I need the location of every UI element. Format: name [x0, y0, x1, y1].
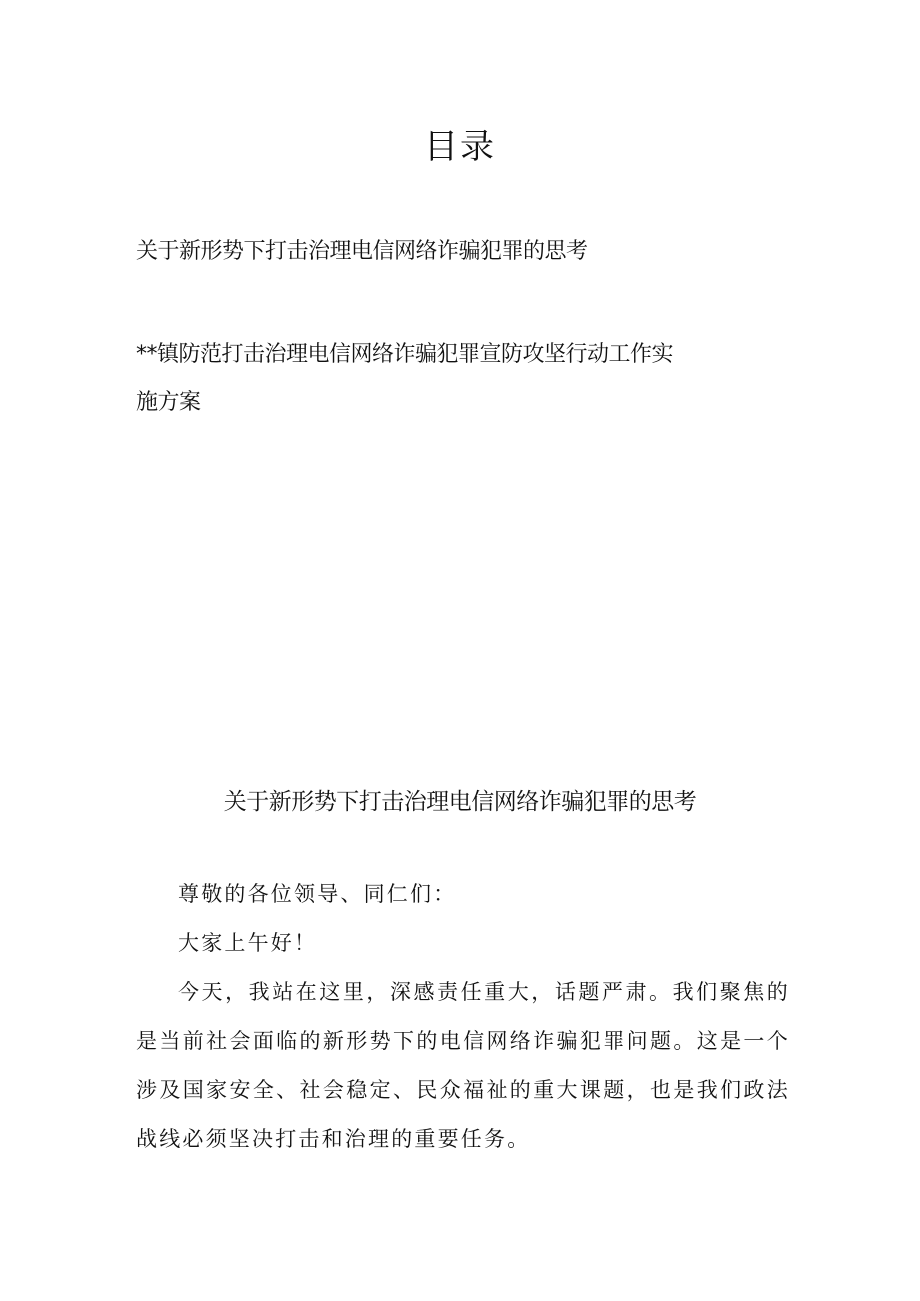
salutation: 尊敬的各位领导、同仁们：: [178, 882, 457, 906]
greeting: 大家上午好！: [178, 931, 318, 955]
document-body: [136, 870, 790, 1164]
toc-item-label-continued: 施方案: [136, 390, 201, 415]
toc-item-label: 关于新形势下打击治理电信网络诈骗犯罪的思考: [136, 239, 588, 264]
toc-item-thinking[interactable]: [136, 228, 756, 276]
toc-title: 目录: [424, 127, 496, 167]
toc-item-implementation-plan[interactable]: [136, 331, 756, 427]
toc-item-label: **镇防范打击治理电信网络诈骗犯罪宣防攻坚行动工作实: [136, 342, 674, 367]
body-paragraph: 今天，我站在这里，深感责任重大，话题严肃。我们聚焦的是当前社会面临的新形势下的电信网络诈骗犯罪问题。这是一个涉及国家安全、社会稳定、民众福祉的重大课题，也是我们政法战线必须坚决打击和治理的重要任务。: [136, 980, 790, 1151]
toc-list: [136, 228, 756, 427]
document-title: 关于新形势下打击治理电信网络诈骗犯罪的思考: [223, 789, 697, 815]
